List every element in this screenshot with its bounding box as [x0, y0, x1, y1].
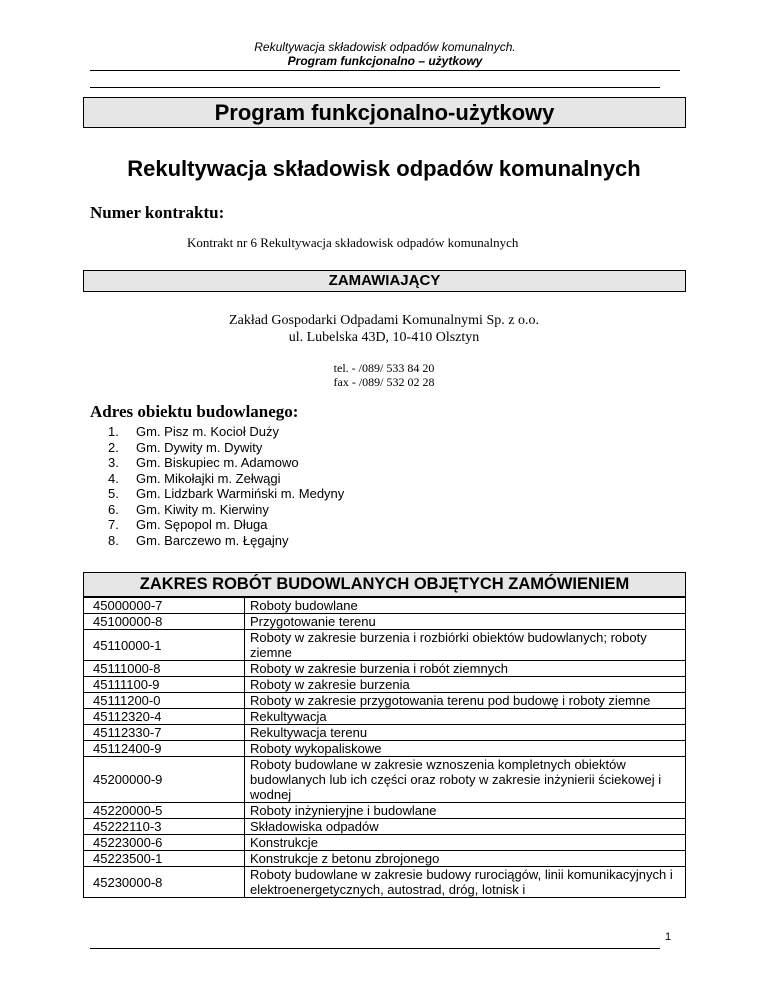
contract-number-value: Kontrakt nr 6 Rekultywacja składowisk odpadów komunalnych — [187, 235, 519, 250]
cpv-code: 45112400-9 — [84, 741, 245, 757]
running-header — [90, 40, 680, 68]
list-item: 7. Gm. Sępopol m. Długa — [108, 517, 268, 532]
cpv-description: Roboty budowlane — [245, 598, 686, 614]
cpv-description: Rekultywacja — [245, 709, 686, 725]
cpv-code: 45111000-8 — [84, 661, 245, 677]
table-row — [84, 630, 686, 661]
cpv-code: 45111200-0 — [84, 693, 245, 709]
list-item: 2. Gm. Dywity m. Dywity — [108, 439, 263, 455]
client-contacts — [0, 361, 768, 389]
scope-section-heading: ZAKRES ROBÓT BUDOWLANYCH OBJĘTYCH ZAMÓWIENIEM — [83, 572, 686, 597]
document-type-title: Program funkcjonalno-użytkowy — [83, 97, 686, 128]
cpv-code: 45223000-6 — [84, 835, 245, 851]
table-row — [84, 677, 686, 693]
table-row — [84, 835, 686, 851]
cpv-code: 45111100-9 — [84, 677, 245, 693]
table-row — [84, 725, 686, 741]
client-name: Zakład Gospodarki Odpadami Komunalnymi Sp. z o.o. — [229, 313, 539, 328]
cpv-description: Roboty inżynieryjne i budowlane — [245, 803, 686, 819]
cpv-code: 45100000-8 — [84, 614, 245, 630]
client-section-heading: ZAMAWIAJĄCY — [83, 270, 686, 292]
cpv-description: Roboty budowlane w zakresie budowy rurociągów, linii komunikacyjnych i elektroenergetycznych, autostrad, dróg, lotnisk i — [245, 867, 686, 898]
page-number: 1 — [665, 931, 672, 943]
table-row — [84, 741, 686, 757]
list-item: 1. Gm. Pisz m. Kocioł Duży — [108, 424, 280, 439]
page-title: Rekultywacja składowisk odpadów komunalnych — [127, 156, 641, 181]
cpv-description: Składowiska odpadów — [245, 819, 686, 835]
table-row — [84, 709, 686, 725]
list-item: 3. Gm. Biskupiec m. Adamowo — [108, 455, 299, 470]
cpv-code: 45000000-7 — [84, 598, 245, 614]
list-item: 4. Gm. Mikołajki m. Zełwągi — [108, 470, 281, 486]
table-row — [84, 661, 686, 677]
table-row — [84, 851, 686, 867]
table-row — [84, 757, 686, 803]
running-header-line1: Rekultywacja składowisk odpadów komunalnych. — [254, 40, 516, 54]
cpv-description: Roboty w zakresie przygotowania terenu pod budowę i roboty ziemne — [245, 693, 686, 709]
cpv-description: Roboty wykopaliskowe — [245, 741, 686, 757]
cpv-code: 45200000-9 — [84, 757, 245, 803]
cpv-description: Roboty w zakresie burzenia i robót ziemnych — [245, 661, 686, 677]
cpv-description: Roboty w zakresie burzenia — [245, 677, 686, 693]
client-details — [0, 312, 768, 346]
cpv-description: Roboty budowlane w zakresie wznoszenia kompletnych obiektów budowlanych lub ich części oraz roboty w zakresie inżynierii ściekowej i wodnej — [245, 757, 686, 803]
cpv-code: 45223500-1 — [84, 851, 245, 867]
scope-table — [83, 597, 686, 898]
client-address: ul. Lubelska 43D, 10-410 Olsztyn — [288, 330, 480, 345]
footer-divider — [90, 948, 660, 949]
header-divider-thick — [90, 87, 660, 88]
table-row — [84, 803, 686, 819]
client-fax: fax - /089/ 532 02 28 — [333, 375, 435, 389]
cpv-code: 45110000-1 — [84, 630, 245, 661]
cpv-code: 45220000-5 — [84, 803, 245, 819]
site-location-list — [108, 424, 344, 548]
table-row — [84, 819, 686, 835]
cpv-code: 45112320-4 — [84, 709, 245, 725]
table-row — [84, 867, 686, 898]
running-header-line2: Program funkcjonalno – użytkowy — [287, 54, 483, 68]
cpv-code: 45230000-8 — [84, 867, 245, 898]
client-phone: tel. - /089/ 533 84 20 — [333, 361, 435, 375]
table-row — [84, 598, 686, 614]
header-divider — [90, 70, 680, 71]
cpv-code: 45112330-7 — [84, 725, 245, 741]
site-address-label: Adres obiektu budowlanego: — [90, 402, 299, 421]
table-row — [84, 693, 686, 709]
cpv-description: Rekultywacja terenu — [245, 725, 686, 741]
cpv-description: Konstrukcje z betonu zbrojonego — [245, 851, 686, 867]
cpv-description: Roboty w zakresie burzenia i rozbiórki obiektów budowlanych; roboty ziemne — [245, 630, 686, 661]
list-item: 5. Gm. Lidzbark Warmiński m. Medyny — [108, 486, 345, 501]
list-item: 8. Gm. Barczewo m. Łęgajny — [108, 532, 289, 548]
cpv-code: 45222110-3 — [84, 819, 245, 835]
cpv-description: Konstrukcje — [245, 835, 686, 851]
contract-number-label: Numer kontraktu: — [90, 203, 225, 222]
cpv-description: Przygotowanie terenu — [245, 614, 686, 630]
table-row — [84, 614, 686, 630]
list-item: 6. Gm. Kiwity m. Kierwiny — [108, 501, 269, 517]
